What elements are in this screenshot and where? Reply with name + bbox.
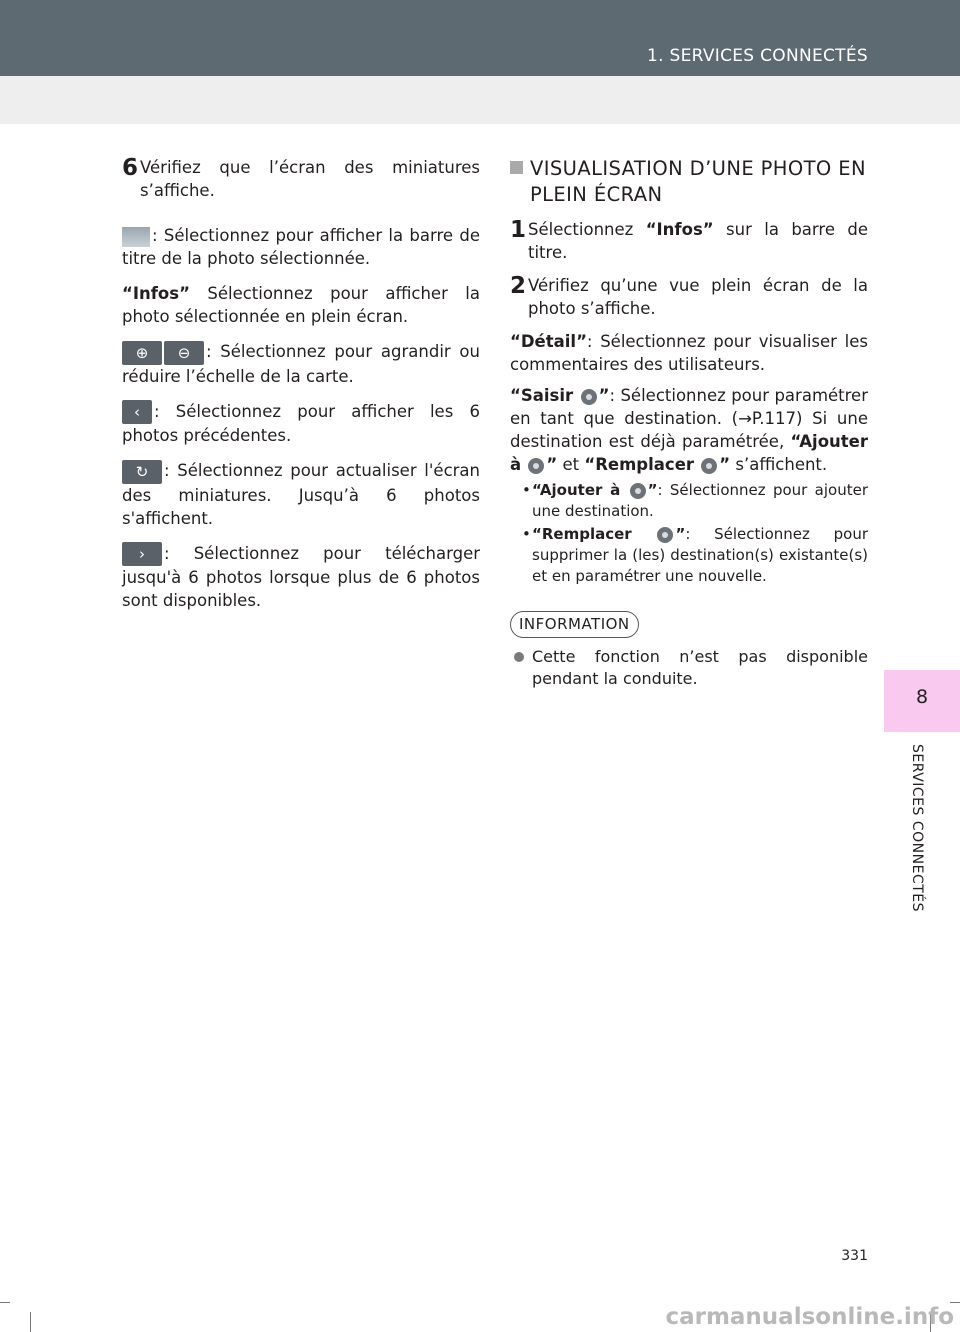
refresh-icon: ↻ — [122, 460, 162, 484]
subheader-band — [0, 76, 960, 124]
chapter-number: 8 — [915, 686, 929, 708]
refresh-desc: : Sélectionnez pour actualiser l'écran des miniatures. Jusqu’à 6 photos s'affichent. — [122, 461, 480, 528]
step-text: Vérifiez qu’une vue plein écran de la photo s’affiche. — [528, 276, 868, 318]
header-bar — [0, 0, 960, 76]
info-text: Cette fonction n’est pas disponible pendant la conduite. — [532, 647, 868, 688]
step-1 — [510, 218, 868, 264]
next-paragraph — [122, 542, 480, 613]
ajouter-label: “Ajouter à — [510, 432, 868, 474]
section-heading — [510, 156, 868, 208]
detail-label: “Détail” — [510, 332, 587, 351]
thumbnail-paragraph — [122, 224, 480, 270]
zoom-paragraph — [122, 340, 480, 388]
right-column — [510, 156, 868, 690]
left-column — [122, 156, 480, 612]
remplacer-label: “Remplacer — [584, 455, 695, 474]
step-number: 2 — [510, 273, 527, 299]
chapter-title: 1. SERVICES CONNECTÉS — [647, 46, 868, 66]
pin-icon — [630, 483, 646, 499]
info-item — [510, 646, 868, 690]
refresh-paragraph — [122, 459, 480, 530]
zoom-in-icon: ⊕ — [122, 341, 162, 365]
prev-paragraph — [122, 400, 480, 448]
option-list — [510, 480, 868, 587]
chapter-tab — [884, 670, 960, 732]
pin-icon — [657, 527, 673, 543]
saisir-desc: : Sélectionnez pour paramétrer en tant que destination. (→P.117) Si une destination est déjà paramétrée, — [510, 386, 868, 451]
pin-icon — [528, 458, 544, 474]
section-title: VISUALISATION D’UNE PHOTO EN PLEIN ÉCRAN — [530, 157, 866, 206]
chevron-left-icon: ‹ — [122, 400, 152, 424]
pin-icon — [701, 458, 717, 474]
zoom-desc: : Sélectionnez pour agrandir ou réduire l’échelle de la carte. — [122, 342, 480, 386]
crop-mark — [30, 1312, 31, 1332]
section-square-icon — [510, 161, 523, 174]
zoom-out-icon: ⊖ — [164, 341, 204, 365]
photo-thumbnail-icon — [122, 227, 150, 247]
infos-paragraph — [122, 282, 480, 328]
step-2 — [510, 274, 868, 320]
list-item: • “Remplacer ”: Sélectionnez pour supprimer la (les) destination(s) existante(s) et en paramétrer une nouvelle. — [522, 525, 868, 585]
saisir-paragraph: “Saisir ”: Sélectionnez pour paramétrer en tant que destination. (→P.117) Si une destination est déjà paramétrée, “Ajouter à ” et “Remplacer ” s’affichent. — [510, 386, 868, 474]
detail-desc: : Sélectionnez pour visualiser les commentaires des utilisateurs. — [510, 332, 868, 374]
chevron-right-icon: › — [122, 542, 162, 566]
pin-icon — [581, 389, 597, 405]
infos-desc: Sélectionnez pour afficher la photo sélectionnée en plein écran. — [122, 284, 480, 326]
thumbnail-desc: : Sélectionnez pour afficher la barre de titre de la photo sélectionnée. — [122, 226, 480, 268]
step-text: Sélectionnez “Infos” sur la barre de titre. — [528, 220, 868, 262]
chapter-side-label: SERVICES CONNECTÉS — [909, 744, 925, 913]
crop-mark — [0, 1302, 10, 1303]
infos-label: “Infos” — [122, 284, 190, 303]
prev-desc: : Sélectionnez pour afficher les 6 photos précédentes. — [122, 401, 480, 445]
next-desc: : Sélectionnez pour télécharger jusqu'à 6 photos lorsque plus de 6 photos sont disponibles. — [122, 543, 480, 610]
step-6 — [122, 156, 480, 202]
step-number: 1 — [510, 217, 527, 243]
list-item: • “Ajouter à ”: Sélectionnez pour ajouter une destination. — [522, 481, 868, 520]
watermark: carmanualsonline.info — [665, 1304, 954, 1330]
bullet-dot-icon — [514, 652, 524, 662]
step-number: 6 — [122, 155, 139, 181]
detail-paragraph — [510, 330, 868, 376]
information-badge: INFORMATION — [510, 611, 639, 638]
crop-mark — [950, 1302, 960, 1303]
page-number: 331 — [841, 1248, 868, 1264]
saisir-label: “Saisir — [510, 386, 574, 405]
step-text: Vérifiez que l’écran des miniatures s’affiche. — [140, 158, 480, 200]
